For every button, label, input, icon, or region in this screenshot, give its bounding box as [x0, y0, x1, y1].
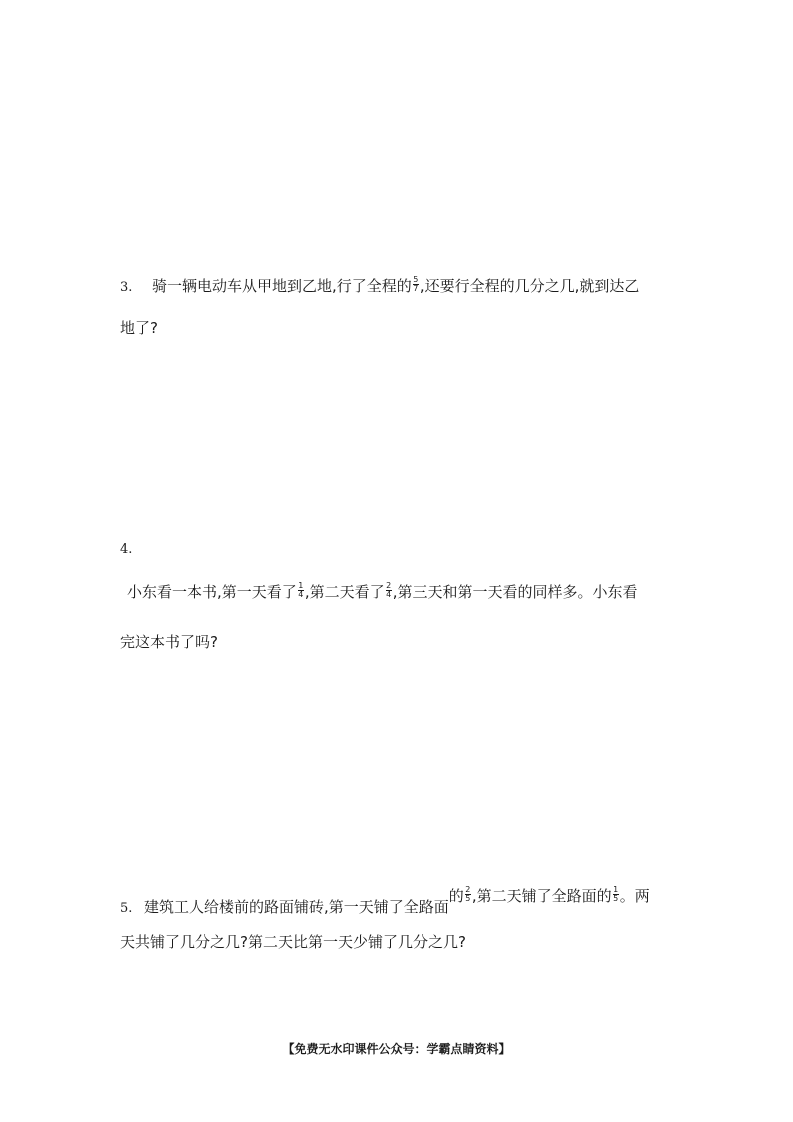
question-text: 地了? — [120, 319, 158, 337]
question-number: 3. — [120, 280, 133, 295]
fraction: $\frac{1}{5}$ — [613, 885, 619, 903]
footer-note: 【免费无水印课件公众号：学霸点睛资料】 — [282, 1042, 511, 1056]
question-text: ,第三天和第一天看的同样多。小东看 — [392, 583, 638, 601]
question-4-line-2 — [120, 632, 218, 652]
question-text: 天共铺了几分之几?第二天比第一天少铺了几分之几? — [120, 933, 466, 951]
question-3-line-2 — [120, 318, 158, 338]
question-text: 建筑工人给楼前的路面铺砖,第一天铺了全路面 — [144, 898, 449, 916]
fraction: $\frac{1}{4}$ — [298, 581, 304, 599]
question-4-line-1 — [127, 582, 638, 602]
fraction: $\frac{5}{7}$ — [413, 275, 419, 293]
question-5-line-1 — [120, 885, 650, 919]
question-text: 完这本书了吗? — [120, 633, 218, 651]
question-4-number — [120, 538, 132, 560]
question-text: ,还要行全程的几分之几,就到达乙 — [419, 277, 640, 295]
question-3-line-1 — [120, 276, 639, 298]
question-5-line-2 — [120, 932, 466, 952]
raised-text: 的 $\frac{2}{5}$ ,第二天铺了全路面的 $\frac{1}{5}$ 。两 — [448, 885, 650, 905]
question-number: 5. — [120, 901, 133, 916]
question-text: 骑一辆电动车从甲地到乙地,行了全程的 — [152, 277, 412, 295]
question-text: ,第二天看了 — [304, 583, 385, 601]
question-number: 4. — [120, 542, 133, 557]
question-text: 小东看一本书,第一天看了 — [127, 583, 297, 601]
fraction: $\frac{2}{4}$ — [386, 581, 392, 599]
fraction: $\frac{2}{5}$ — [465, 885, 471, 903]
